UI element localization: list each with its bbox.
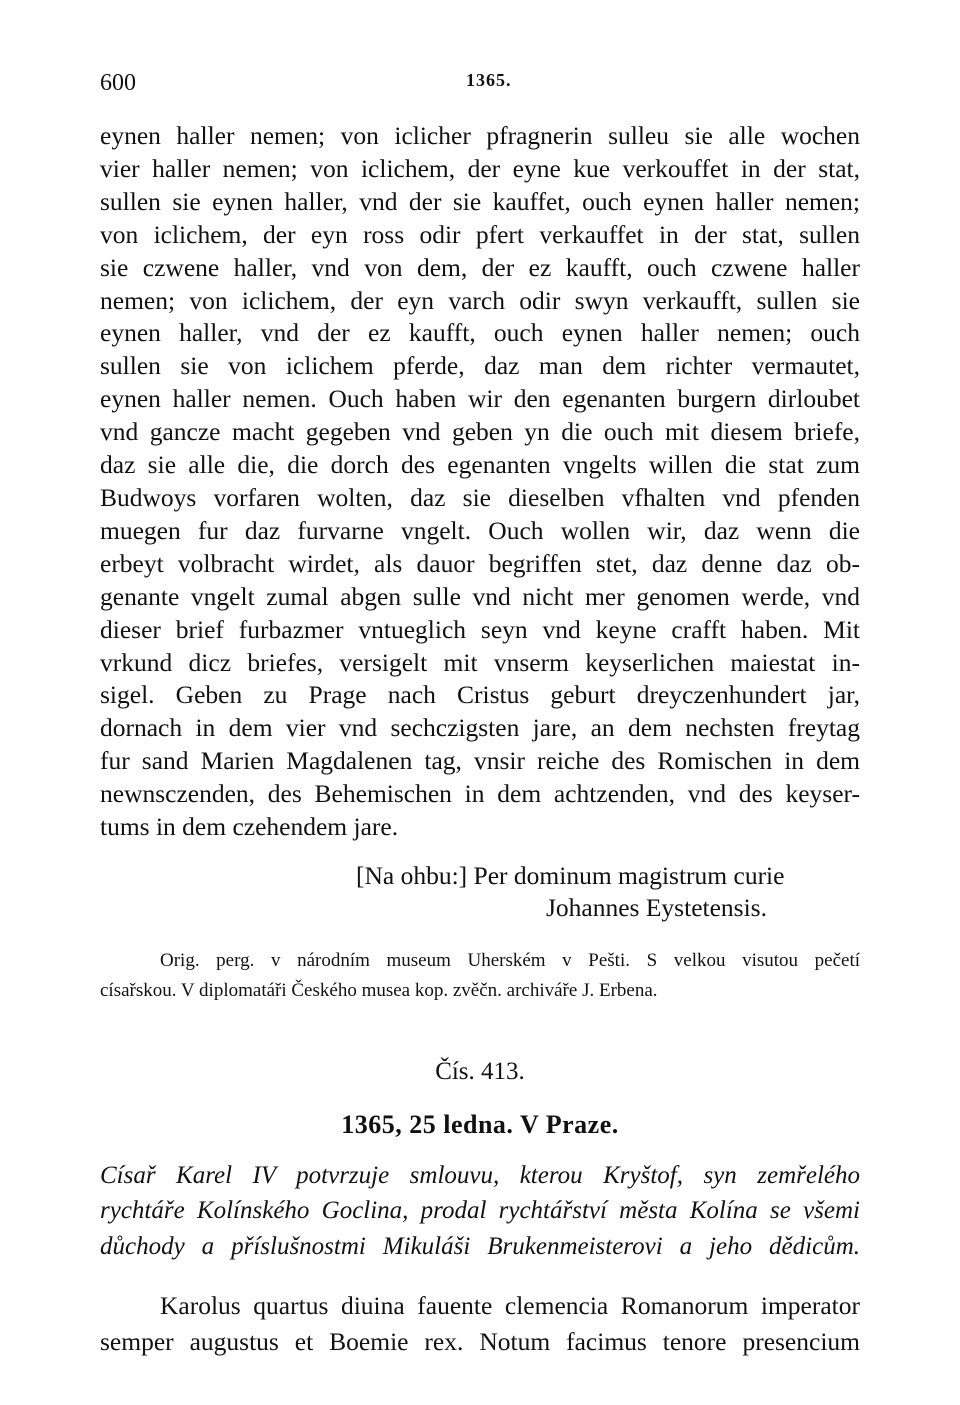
page-number: 600 [100,70,136,96]
text-line: erbeyt volbracht wirdet, als dauor begriffen stet, daz denne daz ob- [100,548,860,578]
text-line: daz sie alle die, die dorch des egenanten vngelts willen die stat zum [100,450,860,480]
text-line: nemen; von iclichem, der eyn varch odir swyn verkaufft, sullen sie [100,285,860,315]
text-line: sigel. Geben zu Prage nach Cristus geburt dreyczenhundert jar, [100,680,860,710]
summary-line: Císař Karel IV potvrzuje smlouvu, kterou Kryštof, syn zemřelého [100,1161,860,1189]
text-line: Budwoys vorfaren wolten, daz sie dieselben vfhalten vnd pfenden [100,482,860,512]
text-line: newnsczenden, des Behemischen in dem achtzenden, vnd des keyser- [100,779,860,809]
text-line: sullen sie von iclichem pferde, daz man dem richter vermautet, [100,351,860,381]
latin-line: semper augustus et Boemie rex. Notum facimus tenore presencium [100,1327,860,1357]
text-line: eynen haller nemen. Ouch haben wir den egenanten burgern dirloubet [100,384,860,414]
document-date-heading: 1365, 25 ledna. V Praze. [341,1109,619,1139]
document-summary [100,1158,860,1265]
running-header-year: 1365. [466,70,512,90]
text-line: muegen fur daz furvarne vngelt. Ouch wollen wir, daz wenn die [100,515,860,545]
note-line: Orig. perg. v národním museum Uherském v Pešti. S velkou visutou pečetí [160,949,860,971]
latin-line: Karolus quartus diuina fauente clemencia Romanorum imperator [160,1291,860,1321]
text-line: tums in dem czehendem jare. [100,812,399,842]
summary-line: rychtáře Kolínského Goclina, prodal rychtářství města Kolína se všemi [100,1197,860,1225]
latin-text [100,1288,860,1360]
text-line: vrkund dicz briefes, versigelt mit vnserm keyserlichen maiestat in- [100,647,860,677]
summary-line: důchody a příslušnostmi Mikuláši Brukenmeisterovi a jeho dědicům. [100,1232,860,1260]
text-line: eynen haller, vnd der ez kaufft, ouch eynen haller nemen; ouch [100,318,860,348]
text-line: vnd gancze macht gegeben vnd geben yn die ouch mit diesem briefe, [100,417,860,447]
page-header [100,60,860,112]
document-number: Čís. 413. [435,1057,525,1085]
text-line: dieser brief furbazmer vntueglich seyn vnd keyne crafft haben. Mit [100,614,860,644]
note-line: císařskou. V diplomatáři Českého musea kop. zvěčn. archiváře J. Erbena. [100,979,658,1001]
text-line: von iclichem, der eyn ross odir pfert verkauffet in der stat, sullen [100,219,860,249]
text-line: eynen haller nemen; von iclicher pfragnerin sulleu sie alle wochen [100,121,860,150]
document-page [100,60,860,1360]
charter-text [100,120,860,844]
text-line: dornach in dem vier vnd sechczigsten jare, an dem nechsten freytag [100,713,860,743]
text-line: genante vngelt zumal abgen sulle vnd nicht mer genomen werde, vnd [100,581,860,611]
signature-line: [Na ohbu:] Per dominum magistrum curie [356,860,785,890]
text-line: sullen sie eynen haller, vnd der sie kauffet, ouch eynen haller nemen; [100,186,860,216]
signature-block [100,860,860,924]
source-note [100,946,860,1006]
text-line: fur sand Marien Magdalenen tag, vnsir reiche des Romischen in dem [100,746,860,776]
text-line: sie czwene haller, vnd von dem, der ez kaufft, ouch czwene haller [100,252,860,282]
signature-name: Johannes Eystetensis. [546,892,767,922]
text-line: vier haller nemen; von iclichem, der eyne kue verkouffet in der stat, [100,153,860,183]
